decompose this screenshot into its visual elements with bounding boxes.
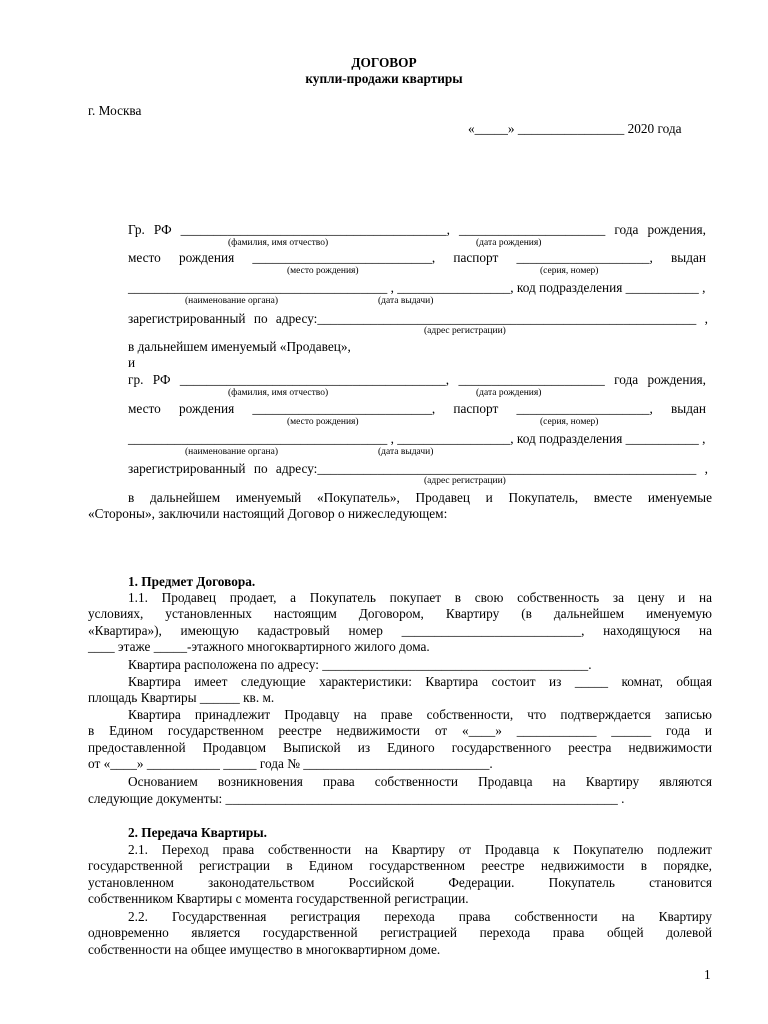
section-2-2-line-1: 2.2. Государственная регистрация перехода права собственности на Квартиру [128,909,712,924]
buyer-issue-date-caption: (дата выдачи) [378,447,434,457]
seller-named: в дальнейшем именуемый «Продавец», [128,339,351,354]
contract-date: «_____» ________________ 2020 года [468,121,682,136]
buyer-name-line: гр. РФ ________________________________________, ______________________ года рождения, [128,372,706,387]
buyer-name-caption: (фамилия, имя отчество) [228,388,329,398]
seller-address-caption: (адрес регистрации) [424,326,506,336]
section-1-1-line-4: ____ этаже _____-этажного многоквартирного жилого дома. [88,639,430,654]
buyer-address-caption: (адрес регистрации) [424,476,506,486]
ownership-line-2: в Едином государственном реестре недвижимости от «____» ____________ ______ года и [88,723,712,738]
city: г. Москва [88,103,142,118]
seller-name-caption: (фамилия, имя отчество) [228,238,329,248]
page-number: 1 [704,967,711,982]
apartment-characteristics-line-1: Квартира имеет следующие характеристики: Квартира состоит из _____ комнат, общая [128,674,712,689]
section-1-1-line-2: условиях, установленных настоящим Договором, Квартиру (в дальнейшем именуемую [88,606,712,621]
section-2-1-line-4: собственником Квартиры с момента государственной регистрации. [88,891,469,906]
document-subtitle: купли-продажи квартиры [305,71,463,86]
buyer-birthdate-caption: (дата рождения) [476,388,542,398]
buyer-address-line: зарегистрированный по адресу:_________________________________________________________ , [128,461,708,476]
buyer-birthplace-line: место рождения ___________________________, паспорт ____________________, выдан [128,401,706,416]
section-1-1-line-3: «Квартира»), имеющую кадастровый номер ___________________________, находящуюся на [88,623,712,638]
seller-issue-date-caption: (дата выдачи) [378,296,434,306]
section-2-2-line-2: одновременно является государственной регистрацией перехода права общей долевой [88,925,712,940]
buyer-birthplace-caption: (место рождения) [287,417,359,427]
seller-birthplace-line: место рождения ___________________________, паспорт ____________________, выдан [128,250,706,265]
buyer-issuer-caption: (наименование органа) [185,447,279,457]
seller-passport-caption: (серия, номер) [540,266,599,276]
document-title: ДОГОВОР [351,55,417,70]
seller-birthdate-caption: (дата рождения) [476,238,542,248]
buyer-issuer-line: _______________________________________ , _________________, код подразделения ___________ , [128,431,706,446]
parties-intro-line-2: «Стороны», заключили настоящий Договор о нижеследующем: [88,506,448,521]
ownership-basis-line-1: Основанием возникновения права собственности Продавца на Квартиру являются [128,774,712,789]
seller-address-line: зарегистрированный по адресу:_________________________________________________________ , [128,311,708,326]
section-1-1-line-1: 1.1. Продавец продает, а Покупатель покупает в свою собственность за цену и на [128,590,712,605]
ownership-basis-line-2: следующие документы: ___________________________________________________________ . [88,791,625,806]
apartment-address: Квартира расположена по адресу: ________________________________________. [128,657,592,672]
section-2-1-line-1: 2.1. Переход права собственности на Квартиру от Продавца к Покупателю подлежит [128,842,712,857]
seller-issuer-line: _______________________________________ , _________________, код подразделения ___________ , [128,280,706,295]
section-2-2-line-3: собственности на общее имущество в многоквартирном доме. [88,942,441,957]
seller-birthplace-caption: (место рождения) [287,266,359,276]
ownership-line-3: предоставленной Продавцом Выпиской из Единого государственного реестра недвижимости [88,740,712,755]
apartment-characteristics-line-2: площадь Квартиры ______ кв. м. [88,690,275,705]
section-2-heading: 2. Передача Квартиры. [128,825,267,840]
section-2-1-line-3: установленном законодательством Российской Федерации. Покупатель становится [88,875,712,890]
ownership-line-4: от «____» ___________ _____ года № ____________________________. [88,756,493,771]
ownership-line-1: Квартира принадлежит Продавцу на праве собственности, что подтверждается записью [128,707,712,722]
buyer-passport-caption: (серия, номер) [540,417,599,427]
section-2-1-line-2: государственной регистрации в Едином государственном реестре недвижимости в порядке, [88,858,712,873]
seller-name-line: Гр. РФ ________________________________________, ______________________ года рождения, [128,222,706,237]
seller-issuer-caption: (наименование органа) [185,296,279,306]
parties-intro-line-1: в дальнейшем именуемый «Покупатель», Продавец и Покупатель, вместе именуемые [128,490,712,505]
section-1-heading: 1. Предмет Договора. [128,574,256,589]
and-conjunction: и [128,355,136,370]
